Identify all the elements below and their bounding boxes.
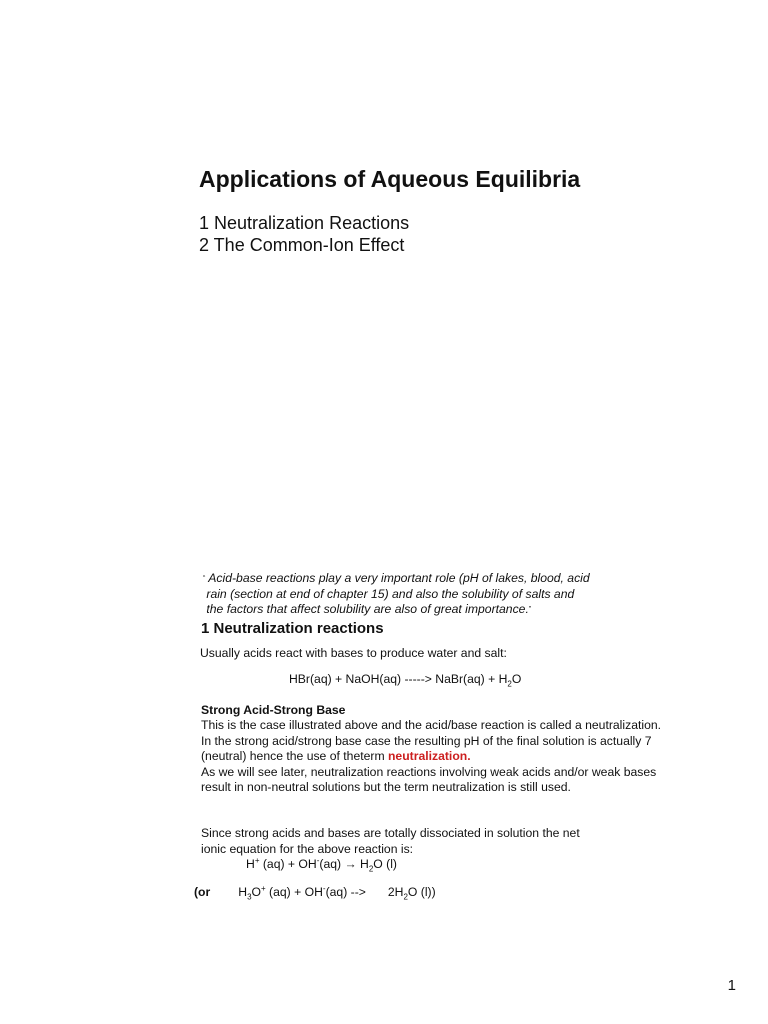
section-heading: 1 Neutralization reactions: [201, 620, 384, 637]
toc-item-1: 1 Neutralization Reactions: [199, 213, 410, 233]
quote-text-2: rain (section at end of chapter 15) and also the solubility of salts and: [206, 586, 575, 601]
para-line-5: result in non-neutral solutions but the term neutralization is still used.: [201, 780, 571, 794]
quote-text-3: the factors that affect solubility are also of great importance.: [206, 602, 529, 616]
eq2-oh-sup: -: [316, 855, 320, 865]
quote-line-3: [203, 602, 590, 618]
eq2-mid2: (aq) → H: [319, 857, 369, 871]
eq2-h: H: [246, 857, 255, 871]
eq2-h-sup: +: [254, 855, 260, 865]
intro-text: Usually acids react with bases to produce water and salt:: [200, 646, 507, 660]
reaction1-sub: 2: [507, 679, 512, 689]
para-line-4: As we will see later, neutralization reactions involving weak acids and/or weak bases: [201, 764, 657, 779]
eq3-h-sub: 3: [247, 892, 252, 902]
eq2-mid: (aq) + OH: [259, 857, 317, 871]
quote-text-1: Acid-base reactions play a very important role (pH of lakes, blood, acid: [208, 571, 590, 585]
eq3-o: O: [251, 885, 261, 899]
eq3-prod-end: O (l)): [407, 885, 436, 899]
reaction1-end: O: [511, 672, 522, 686]
quote-open-mark: “: [203, 575, 206, 582]
net-ionic-paragraph: [201, 826, 580, 857]
para-line-1: This is the case illustrated above and the acid/base reaction is called a neutralization.: [201, 718, 662, 732]
page-number: 1: [727, 977, 736, 994]
eq3-h: H: [238, 885, 248, 899]
reaction1-main: HBr(aq) + NaOH(aq) -----> NaBr(aq) + H: [289, 672, 508, 686]
eq3-prod-sub: 2: [403, 892, 408, 902]
subheading: Strong Acid-Strong Base: [201, 703, 346, 717]
eq3-mid: (aq) + OH: [265, 885, 323, 899]
alternate-equation: [194, 883, 436, 902]
quote-close-mark: ”: [528, 606, 532, 613]
intro-quote: [203, 571, 590, 618]
toc-item-2: 2 The Common-Ion Effect: [199, 235, 405, 255]
quote-line-2: [203, 587, 590, 603]
net-line-2: ionic equation for the above reaction is:: [201, 841, 414, 856]
net-ionic-equation: [246, 855, 397, 874]
eq2-sub: 2: [368, 864, 374, 874]
reaction-equation-1: [289, 672, 522, 689]
eq3-or-label: (or: [194, 885, 211, 899]
net-line-1: Since strong acids and bases are totally dissociated in solution the net: [201, 826, 580, 840]
highlighted-term: neutralization.: [387, 749, 471, 763]
para-line-3-text: (neutral) hence the use of theterm: [201, 749, 388, 763]
page-title: Applications of Aqueous Equilibria: [199, 166, 581, 192]
eq3-mid2: (aq) -->: [325, 885, 366, 899]
eq3-sup: +: [261, 883, 266, 893]
quote-line-1: [203, 571, 590, 587]
eq2-end: O (l): [373, 857, 397, 871]
para-line-3: [201, 749, 661, 765]
explanation-paragraph: [201, 718, 661, 796]
para-line-2: In the strong acid/strong base case the resulting pH of the final solution is actually 7: [201, 733, 652, 748]
eq3-oh-sup: -: [322, 883, 326, 893]
eq3-prod: 2H: [387, 885, 404, 899]
